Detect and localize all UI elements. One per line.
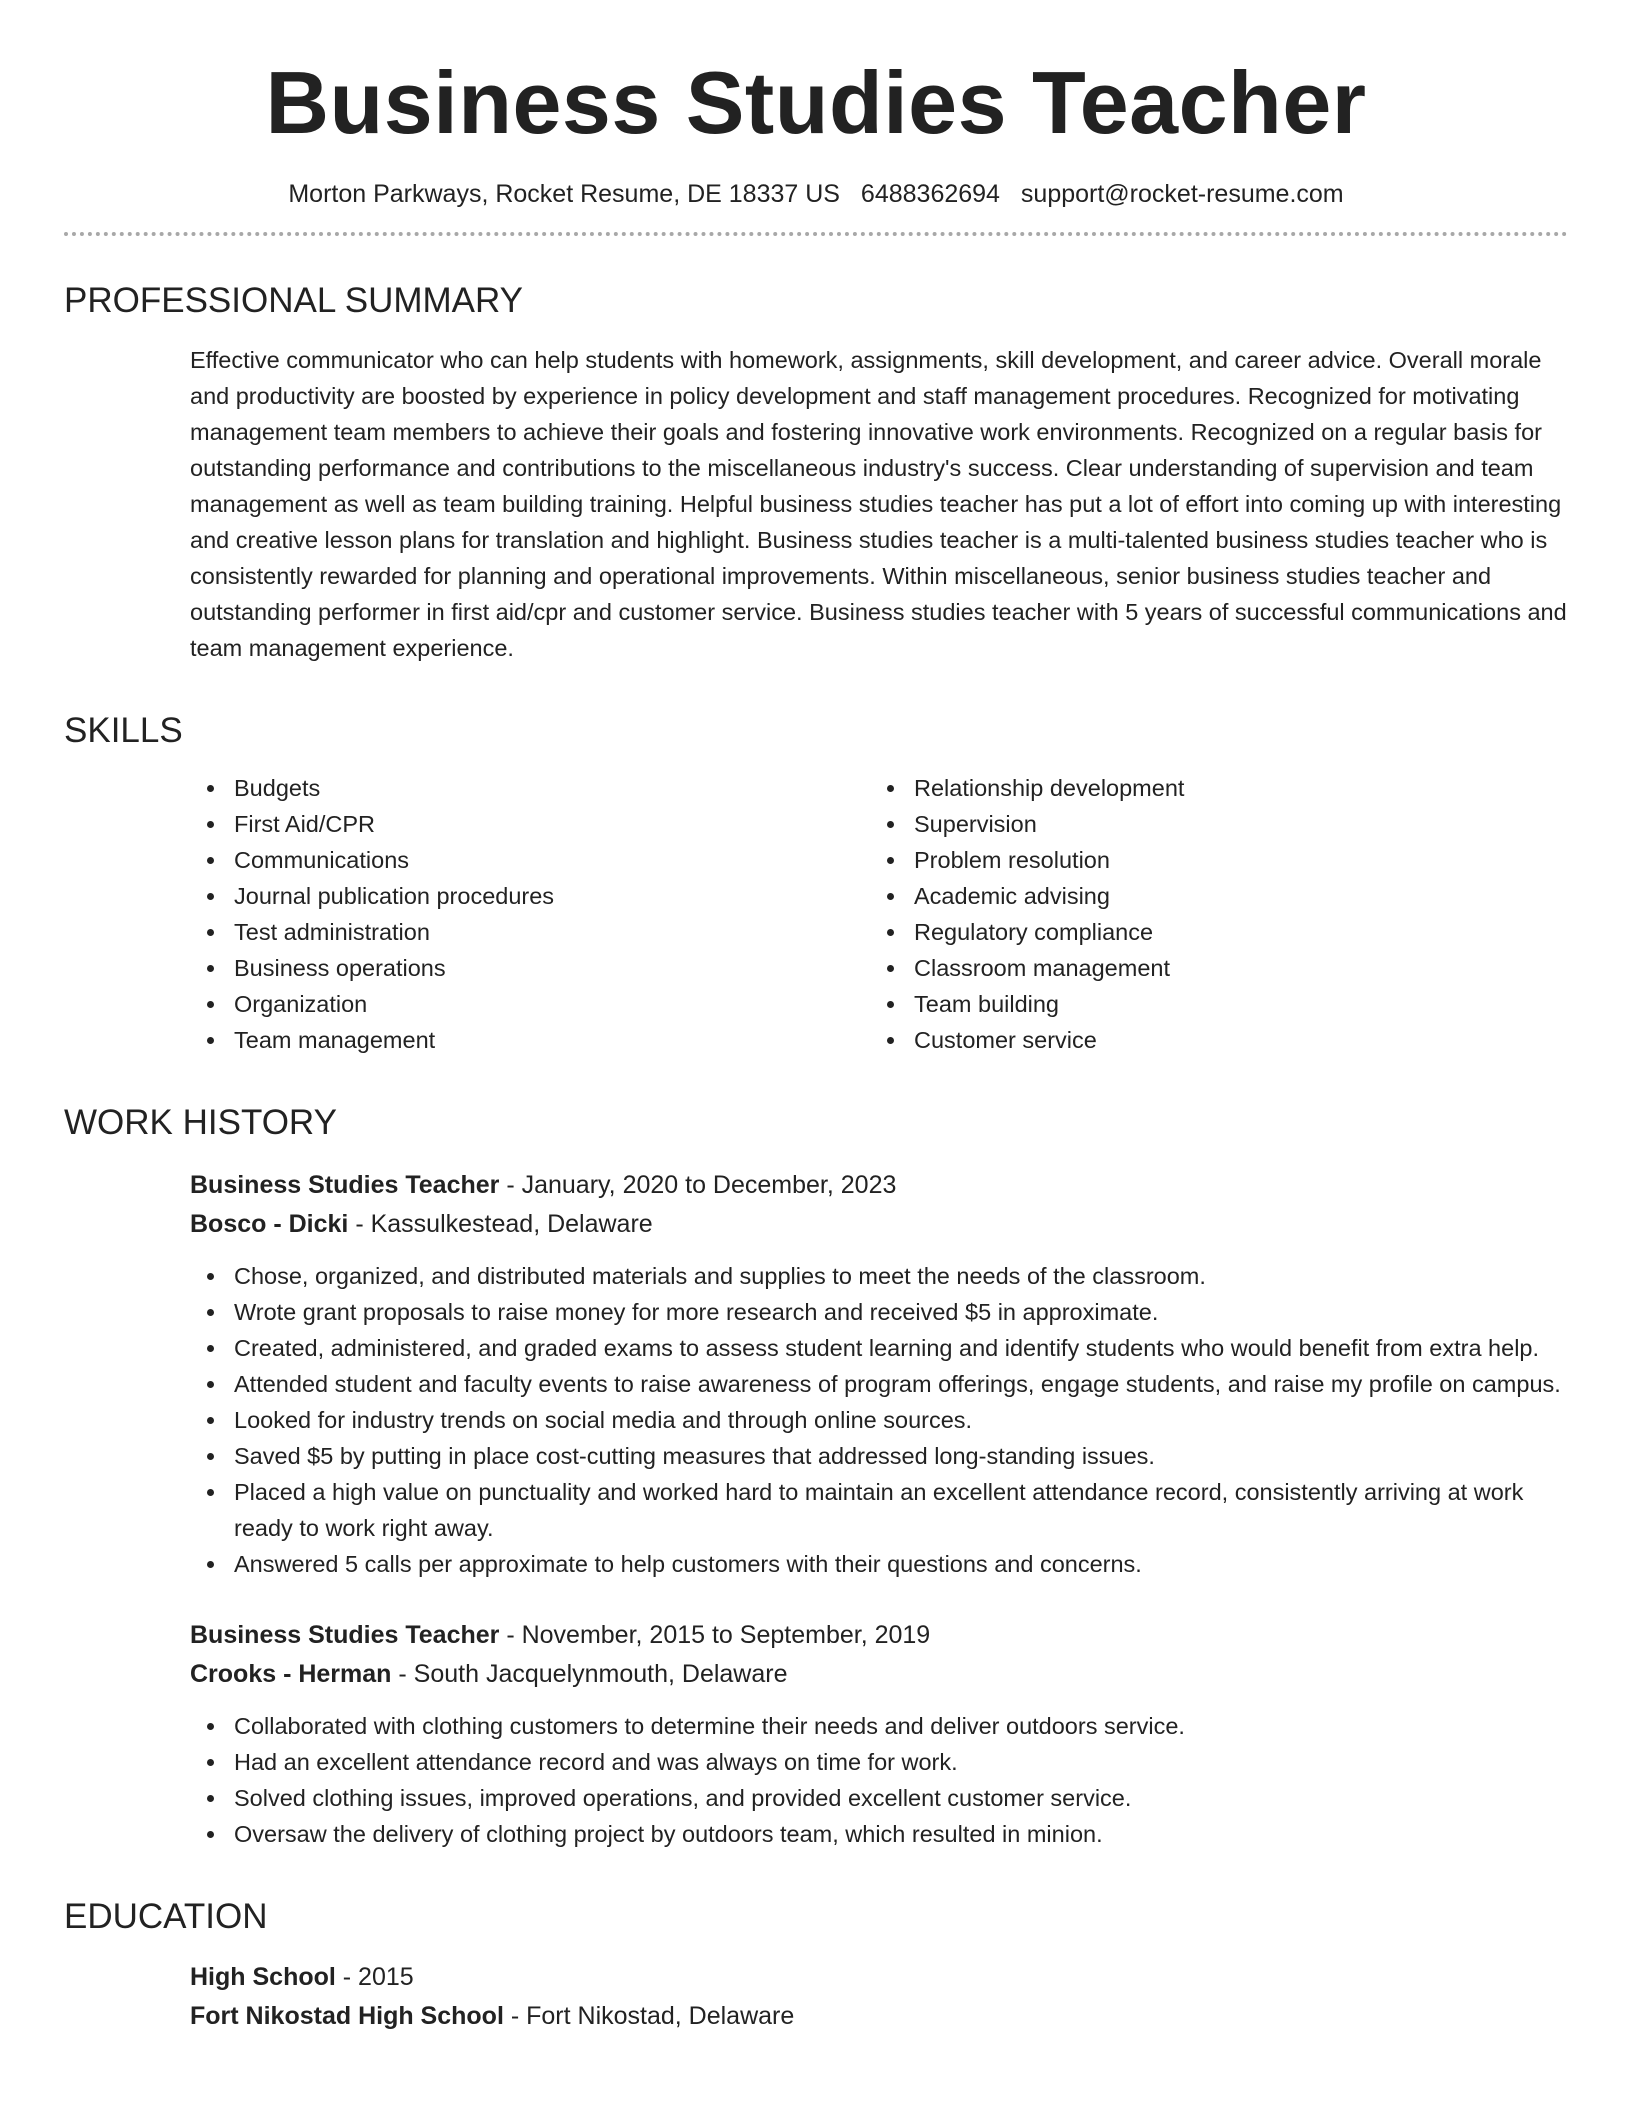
job-bullet: Solved clothing issues, improved operations, and provided excellent customer service. (190, 1780, 1568, 1816)
contact-address: Morton Parkways, Rocket Resume, DE 18337 US (288, 180, 840, 208)
job-bullet: Chose, organized, and distributed materials and supplies to meet the needs of the classroom. (190, 1258, 1568, 1294)
skill-item: Communications (190, 842, 870, 878)
job-location: - Kassulkestead, Delaware (348, 1210, 653, 1238)
skill-item: Regulatory compliance (870, 914, 1550, 950)
education-entry (190, 1958, 1568, 2036)
job-company: Bosco - Dicki (190, 1210, 349, 1238)
job-dates: - January, 2020 to December, 2023 (499, 1171, 897, 1199)
job-bullet: Had an excellent attendance record and was always on time for work. (190, 1744, 1568, 1780)
job-bullet: Oversaw the delivery of clothing project by outdoors team, which resulted in minion. (190, 1816, 1568, 1852)
skills-list (190, 770, 1568, 1058)
skill-item: Customer service (870, 1022, 1550, 1058)
education-school: Fort Nikostad High School (190, 2002, 504, 2030)
job-bullet: Saved $5 by putting in place cost-cutting measures that addressed long-standing issues. (190, 1438, 1568, 1474)
job-company-line (190, 1655, 1568, 1694)
job-role: Business Studies Teacher (190, 1171, 500, 1199)
job-title-line (190, 1166, 1568, 1205)
education-location: - Fort Nikostad, Delaware (503, 2002, 795, 2030)
job-bullet: Attended student and faculty events to raise awareness of program offerings, engage students, and raise my profile on campus. (190, 1366, 1568, 1402)
contact-line (64, 178, 1568, 210)
skill-item: Classroom management (870, 950, 1550, 986)
section-title-education: EDUCATION (64, 1897, 268, 1936)
education-year: - 2015 (335, 1963, 414, 1991)
job-title-line (190, 1616, 1568, 1655)
job-company-line (190, 1205, 1568, 1244)
job-bullet: Wrote grant proposals to raise money for more research and received $5 in approximate. (190, 1294, 1568, 1330)
job-dates: - November, 2015 to September, 2019 (499, 1621, 931, 1649)
skill-item: Academic advising (870, 878, 1550, 914)
education-degree: High School (190, 1963, 336, 1991)
job-bullets (190, 1258, 1568, 1582)
summary-text: Effective communicator who can help students with homework, assignments, skill development, and career advice. Overall morale and productivity are boosted by experience in policy development and staff management procedures. Recognized for motivating management team members to achieve their goals and fostering innovative work environments. Recognized on a regular basis for outstanding performance and contributions to the miscellaneous industry's success. Clear understanding of supervision and team management as well as team building training. Helpful business studies teacher has put a lot of effort into coming up with interesting and creative lesson plans for translation and highlight. Business studies teacher is a multi-talented business studies teacher who is consistently rewarded for planning and operational improvements. Within miscellaneous, senior business studies teacher and outstanding performer in first aid/cpr and customer service. Business studies teacher with 5 years of successful communications and team management experience. (190, 347, 1567, 661)
job-company: Crooks - Herman (190, 1660, 392, 1688)
skill-item: Organization (190, 986, 870, 1022)
skill-item: Relationship development (870, 770, 1550, 806)
skill-item: Business operations (190, 950, 870, 986)
skill-item: Problem resolution (870, 842, 1550, 878)
job-bullet: Placed a high value on punctuality and worked hard to maintain an excellent attendance record, consistently arriving at work ready to work right away. (190, 1474, 1568, 1546)
job-location: - South Jacquelynmouth, Delaware (391, 1660, 788, 1688)
skill-item: First Aid/CPR (190, 806, 870, 842)
job-bullet: Looked for industry trends on social media and through online sources. (190, 1402, 1568, 1438)
job-bullet: Answered 5 calls per approximate to help customers with their questions and concerns. (190, 1546, 1568, 1582)
job-bullet: Collaborated with clothing customers to determine their needs and deliver outdoors service. (190, 1708, 1568, 1744)
skills-column-left (190, 770, 870, 1058)
job-entry (190, 1166, 1568, 1582)
job-bullet: Created, administered, and graded exams to assess student learning and identify students who would benefit from extra help. (190, 1330, 1568, 1366)
contact-phone: 6488362694 (860, 180, 1000, 208)
job-role: Business Studies Teacher (190, 1621, 500, 1649)
header-divider (64, 232, 1568, 236)
skill-item: Supervision (870, 806, 1550, 842)
skill-item: Test administration (190, 914, 870, 950)
skill-item: Team building (870, 986, 1550, 1022)
section-title-summary: PROFESSIONAL SUMMARY (64, 281, 523, 320)
section-title-skills: SKILLS (64, 711, 183, 750)
skill-item: Team management (190, 1022, 870, 1058)
section-title-work-history: WORK HISTORY (64, 1103, 337, 1142)
contact-email: support@rocket-resume.com (1020, 180, 1344, 208)
education-degree-line (190, 1958, 1568, 1997)
education-school-line (190, 1997, 1568, 2036)
job-bullets (190, 1708, 1568, 1852)
skill-item: Journal publication procedures (190, 878, 870, 914)
candidate-name: Business Studies Teacher (265, 53, 1367, 152)
job-entry (190, 1616, 1568, 1852)
skill-item: Budgets (190, 770, 870, 806)
skills-column-right (870, 770, 1550, 1058)
